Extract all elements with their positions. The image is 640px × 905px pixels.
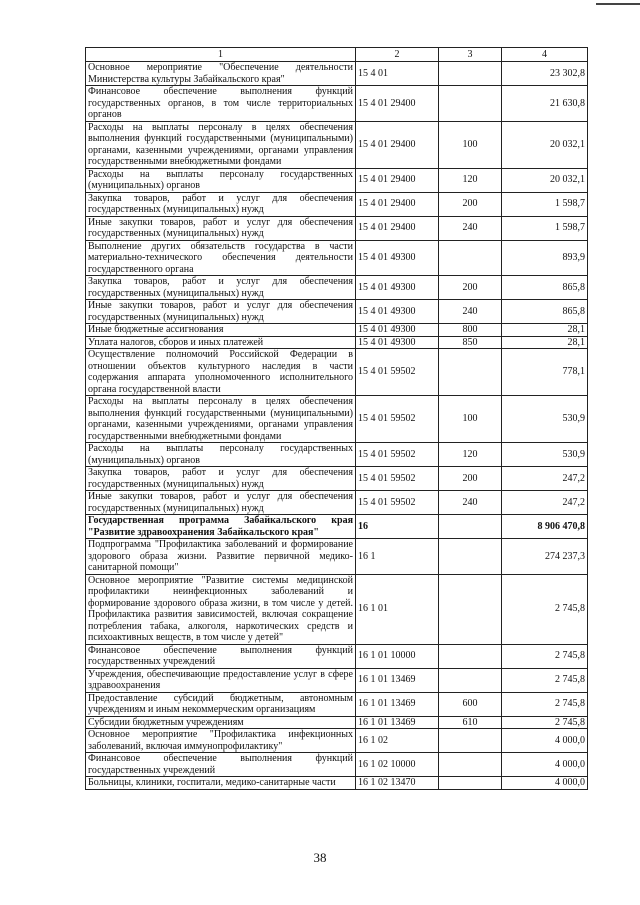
table-row [86, 62, 588, 86]
row-amount-cell: 530,9 [502, 396, 588, 443]
row-type-cell: 600 [439, 692, 502, 716]
row-type-cell: 200 [439, 192, 502, 216]
table-row [86, 349, 588, 396]
row-code-cell: 15 4 01 59502 [356, 349, 439, 396]
row-type-cell [439, 515, 502, 539]
row-name-cell: Государственная программа Забайкальского края "Развитие здравоохранения Забайкальского края" [86, 515, 356, 539]
row-code-cell: 16 1 [356, 539, 439, 575]
budget-table [85, 47, 588, 790]
row-amount-cell: 865,8 [502, 300, 588, 324]
row-name-cell: Основное мероприятие "Профилактика инфекционных заболеваний, включая иммунопрофилактику" [86, 729, 356, 753]
row-type-cell [439, 86, 502, 122]
row-code-cell: 15 4 01 59502 [356, 467, 439, 491]
table-row [86, 86, 588, 122]
row-code-cell: 15 4 01 29400 [356, 121, 439, 168]
table-row [86, 467, 588, 491]
row-amount-cell: 2 745,8 [502, 668, 588, 692]
row-amount-cell: 28,1 [502, 324, 588, 337]
row-type-cell [439, 62, 502, 86]
row-amount-cell: 28,1 [502, 336, 588, 349]
column-header-2: 2 [356, 48, 439, 62]
row-amount-cell: 2 745,8 [502, 574, 588, 644]
row-code-cell: 16 1 02 [356, 729, 439, 753]
table-row [86, 692, 588, 716]
row-type-cell: 200 [439, 276, 502, 300]
row-code-cell: 15 4 01 49300 [356, 336, 439, 349]
row-code-cell: 16 1 01 [356, 574, 439, 644]
table-row [86, 121, 588, 168]
page-number: 38 [313, 850, 327, 865]
row-amount-cell: 2 745,8 [502, 716, 588, 729]
row-type-cell: 240 [439, 216, 502, 240]
row-code-cell: 15 4 01 29400 [356, 86, 439, 122]
row-code-cell: 15 4 01 49300 [356, 240, 439, 276]
row-amount-cell: 778,1 [502, 349, 588, 396]
row-code-cell: 15 4 01 49300 [356, 324, 439, 337]
table-row [86, 491, 588, 515]
table-row [86, 336, 588, 349]
row-code-cell: 16 1 01 13469 [356, 668, 439, 692]
row-type-cell: 240 [439, 300, 502, 324]
row-amount-cell: 2 745,8 [502, 692, 588, 716]
row-name-cell: Уплата налогов, сборов и иных платежей [86, 336, 356, 349]
row-name-cell: Подпрограмма "Профилактика заболеваний и формирование здорового образа жизни. Развитие первичной медико-санитарной помощи" [86, 539, 356, 575]
table-body [86, 62, 588, 790]
table-row [86, 515, 588, 539]
row-amount-cell: 247,2 [502, 467, 588, 491]
table-row [86, 276, 588, 300]
row-name-cell: Финансовое обеспечение выполнения функций государственных органов, в том числе территориальных органов [86, 86, 356, 122]
row-name-cell: Больницы, клиники, госпитали, медико-санитарные части [86, 777, 356, 790]
row-code-cell: 16 1 01 10000 [356, 644, 439, 668]
table-row [86, 240, 588, 276]
row-type-cell [439, 539, 502, 575]
table-row [86, 443, 588, 467]
row-amount-cell: 2 745,8 [502, 644, 588, 668]
row-amount-cell: 23 302,8 [502, 62, 588, 86]
row-code-cell: 16 1 02 13470 [356, 777, 439, 790]
row-amount-cell: 21 630,8 [502, 86, 588, 122]
row-name-cell: Основное мероприятие "Обеспечение деятельности Министерства культуры Забайкальского края" [86, 62, 356, 86]
row-amount-cell: 20 032,1 [502, 121, 588, 168]
row-type-cell [439, 349, 502, 396]
table-row [86, 168, 588, 192]
row-type-cell: 240 [439, 491, 502, 515]
row-amount-cell: 20 032,1 [502, 168, 588, 192]
table-row [86, 300, 588, 324]
table-row [86, 644, 588, 668]
row-code-cell: 15 4 01 29400 [356, 216, 439, 240]
table-row [86, 716, 588, 729]
table-row [86, 668, 588, 692]
row-name-cell: Закупка товаров, работ и услуг для обеспечения государственных (муниципальных) нужд [86, 467, 356, 491]
row-code-cell: 16 [356, 515, 439, 539]
row-code-cell: 15 4 01 59502 [356, 396, 439, 443]
table-row [86, 324, 588, 337]
row-type-cell [439, 729, 502, 753]
row-name-cell: Расходы на выплаты персоналу в целях обеспечения выполнения функций государственными (муниципальными) органами, казенными учреждениями, органами управления государственными внебюджетными фондами [86, 121, 356, 168]
row-type-cell: 200 [439, 467, 502, 491]
table-row [86, 539, 588, 575]
row-name-cell: Финансовое обеспечение выполнения функций государственных учреждений [86, 753, 356, 777]
row-code-cell: 16 1 02 10000 [356, 753, 439, 777]
column-header-3: 3 [439, 48, 502, 62]
row-amount-cell: 4 000,0 [502, 777, 588, 790]
row-type-cell [439, 753, 502, 777]
row-amount-cell: 893,9 [502, 240, 588, 276]
row-type-cell: 850 [439, 336, 502, 349]
row-code-cell: 16 1 01 13469 [356, 716, 439, 729]
row-amount-cell: 1 598,7 [502, 216, 588, 240]
row-code-cell: 15 4 01 29400 [356, 168, 439, 192]
row-type-cell: 610 [439, 716, 502, 729]
table-row [86, 777, 588, 790]
row-name-cell: Выполнение других обязательств государства в части материально-технического обеспечения деятельности государственного органа [86, 240, 356, 276]
column-header-1: 1 [86, 48, 356, 62]
row-name-cell: Расходы на выплаты персоналу государственных (муниципальных) органов [86, 168, 356, 192]
table-row [86, 729, 588, 753]
row-type-cell [439, 644, 502, 668]
row-name-cell: Субсидии бюджетным учреждениям [86, 716, 356, 729]
row-name-cell: Иные закупки товаров, работ и услуг для обеспечения государственных (муниципальных) нужд [86, 300, 356, 324]
row-amount-cell: 1 598,7 [502, 192, 588, 216]
row-amount-cell: 4 000,0 [502, 729, 588, 753]
row-type-cell: 100 [439, 121, 502, 168]
row-code-cell: 15 4 01 [356, 62, 439, 86]
table-row [86, 753, 588, 777]
row-name-cell: Учреждения, обеспечивающие предоставление услуг в сфере здравоохранения [86, 668, 356, 692]
row-type-cell [439, 240, 502, 276]
row-code-cell: 15 4 01 59502 [356, 491, 439, 515]
column-header-4: 4 [502, 48, 588, 62]
row-type-cell [439, 668, 502, 692]
row-name-cell: Иные закупки товаров, работ и услуг для обеспечения государственных (муниципальных) нужд [86, 216, 356, 240]
row-amount-cell: 4 000,0 [502, 753, 588, 777]
table-row [86, 216, 588, 240]
row-code-cell: 15 4 01 59502 [356, 443, 439, 467]
table-row [86, 192, 588, 216]
corner-mark [596, 3, 640, 5]
row-name-cell: Закупка товаров, работ и услуг для обеспечения государственных (муниципальных) нужд [86, 276, 356, 300]
table-row [86, 396, 588, 443]
row-name-cell: Финансовое обеспечение выполнения функций государственных учреждений [86, 644, 356, 668]
row-name-cell: Расходы на выплаты персоналу государственных (муниципальных) органов [86, 443, 356, 467]
row-amount-cell: 8 906 470,8 [502, 515, 588, 539]
row-amount-cell: 530,9 [502, 443, 588, 467]
row-type-cell [439, 777, 502, 790]
row-type-cell: 120 [439, 168, 502, 192]
table-row [86, 574, 588, 644]
row-code-cell: 15 4 01 49300 [356, 276, 439, 300]
row-type-cell: 120 [439, 443, 502, 467]
row-code-cell: 15 4 01 49300 [356, 300, 439, 324]
row-amount-cell: 247,2 [502, 491, 588, 515]
row-type-cell: 800 [439, 324, 502, 337]
row-code-cell: 15 4 01 29400 [356, 192, 439, 216]
row-name-cell: Осуществление полномочий Российской Федерации в отношении объектов культурного наследия в части содержания аппарата уполномоченного исполнительного органа государственной власти [86, 349, 356, 396]
row-type-cell [439, 574, 502, 644]
row-name-cell: Основное мероприятие "Развитие системы медицинской профилактики неинфекционных заболеваний и формирование здорового образа жизни, в том числе у детей. Профилактика развития зависимостей, включая сокращение потребления табака, алкоголя, наркотических средств и психоактивных веществ, в том числе у детей" [86, 574, 356, 644]
row-amount-cell: 865,8 [502, 276, 588, 300]
row-type-cell: 100 [439, 396, 502, 443]
row-amount-cell: 274 237,3 [502, 539, 588, 575]
row-name-cell: Предоставление субсидий бюджетным, автономным учреждениям и иным некоммерческим организациям [86, 692, 356, 716]
table-header-row [86, 48, 588, 62]
row-code-cell: 16 1 01 13469 [356, 692, 439, 716]
row-name-cell: Иные закупки товаров, работ и услуг для обеспечения государственных (муниципальных) нужд [86, 491, 356, 515]
row-name-cell: Иные бюджетные ассигнования [86, 324, 356, 337]
row-name-cell: Закупка товаров, работ и услуг для обеспечения государственных (муниципальных) нужд [86, 192, 356, 216]
row-name-cell: Расходы на выплаты персоналу в целях обеспечения выполнения функций государственными (муниципальными) органами, казенными учреждениями, органами управления государственными внебюджетными фондами [86, 396, 356, 443]
